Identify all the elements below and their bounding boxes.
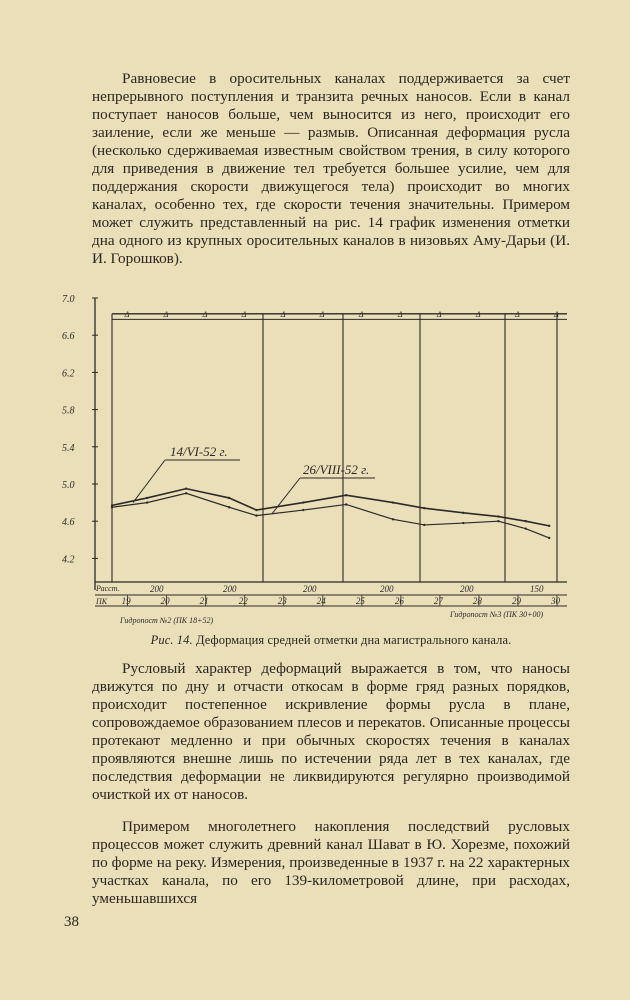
- top-series-marker: Δ: [554, 309, 559, 319]
- table-distance: 150: [530, 584, 544, 594]
- x-tick-label: 20: [160, 596, 170, 606]
- y-tick-label: 6.2: [62, 368, 75, 380]
- top-series-marker: Δ: [397, 309, 403, 319]
- series-26-viii-line-point: [462, 522, 464, 524]
- annotation-14-vi-leader: [133, 460, 165, 503]
- top-series-marker: Δ: [514, 309, 520, 319]
- page-number: 38: [64, 914, 79, 930]
- table-distance: 200: [460, 584, 474, 594]
- y-tick-label: 6.6: [62, 331, 75, 343]
- paragraph-1-text: Равновесие в оросительных каналах поддерживается за счет непрерывного поступления и транзита речных наносов. Если в канал поступает наносов больше, чем выносится из него, происходит его заиление, если же меньше — размыв. Описанная деформация русла (несколько сдерживаемая известным свойством трения, в силу которого для приведения в движение тел требуется большее усилие, чем для поддержания скорости движущегося тела) происходит во многих каналах, особенно тех, где скорости течения значительны. Примером может служить представленный на рис. 14 график изменения отметки дна одного из крупных оросительных каналов в низовьях Аму-Дарьи (И. И. Горошков).: [92, 70, 570, 267]
- paragraph-2: [92, 660, 570, 804]
- y-tick-label: 7.0: [62, 294, 75, 305]
- table-row-label-distance: Расст.: [96, 584, 120, 593]
- series-14-vi-line-point: [497, 515, 499, 517]
- figure-14-chart: [0, 290, 630, 630]
- series-26-viii-line-point: [111, 506, 113, 508]
- top-series-marker: Δ: [280, 309, 286, 319]
- y-tick-label: 5.4: [62, 442, 75, 454]
- x-tick-label: 22: [238, 596, 248, 606]
- table-distance: 200: [380, 584, 394, 594]
- table-row-label-pk: ПК: [96, 597, 108, 606]
- series-26-viii-line-point: [497, 520, 499, 522]
- top-series-marker: Δ: [202, 309, 208, 319]
- x-tick-label: 24: [316, 596, 326, 606]
- series-26-viii-line-point: [228, 506, 230, 508]
- annotation-26-viii-leader: [272, 478, 300, 514]
- y-tick-label: 4.2: [62, 554, 75, 566]
- annotation-14-vi: 14/VI-52 г.: [170, 444, 228, 459]
- table-distance: 200: [223, 584, 237, 594]
- top-series-marker: Δ: [475, 309, 481, 319]
- y-tick-label: 5.0: [62, 480, 75, 491]
- table-distance: 200: [150, 584, 164, 594]
- top-series-marker: Δ: [436, 309, 442, 319]
- paragraph-3-text: Примером многолетнего накопления последствий русловых процессов может служить древний канал Шават в Ю. Хорезме, похожий по форме на реку. Измерения, произведенные в 1937 г. на 22 характерных участках канала, по его 139-километровой длине, при расходах, уменьшавшихся: [92, 818, 570, 907]
- series-26-viii-line-point: [146, 501, 148, 503]
- x-tick-label: 19: [121, 596, 131, 606]
- series-14-vi-line-point: [146, 497, 148, 499]
- series-14-vi-line-point: [423, 507, 425, 509]
- gauge-label-3: Гидропост №3 (ПК 30+00): [450, 610, 544, 619]
- x-tick-label: 28: [472, 596, 482, 606]
- gauge-label-2: Гидропост №2 (ПК 18+52): [120, 616, 214, 625]
- series-26-viii-line-point: [423, 524, 425, 526]
- series-14-vi-line-point: [392, 501, 394, 503]
- series-26-viii-line-point: [345, 503, 347, 505]
- x-tick-label: 23: [277, 596, 287, 606]
- figure-caption-text: Деформация средней отметки дна магистрального канала.: [195, 633, 512, 647]
- y-tick-label: 5.8: [62, 405, 75, 417]
- x-tick-label: 27: [433, 596, 443, 606]
- series-26-viii-line-point: [392, 518, 394, 520]
- series-14-vi-line-point: [462, 512, 464, 514]
- series-26-viii-line-point: [548, 537, 550, 539]
- table-distance: 200: [303, 584, 317, 594]
- x-tick-label: 26: [394, 596, 404, 606]
- x-tick-label: 29: [511, 596, 521, 606]
- paragraph-3: [92, 818, 570, 908]
- series-26-viii-line-point: [255, 514, 257, 516]
- series-14-vi-line: [112, 489, 549, 526]
- series-14-vi-line-point: [345, 494, 347, 496]
- series-26-viii-line-point: [302, 509, 304, 511]
- figure-label: Рис. 14.: [150, 633, 193, 647]
- paragraph-1: [92, 70, 570, 268]
- series-14-vi-line-point: [525, 520, 527, 522]
- top-series-marker: Δ: [358, 309, 364, 319]
- x-tick-label: 21: [199, 596, 209, 606]
- series-14-vi-line-point: [228, 497, 230, 499]
- x-tick-label: 30: [551, 596, 560, 606]
- annotation-26-viii: 26/VIII-52 г.: [303, 462, 370, 477]
- series-26-viii-line-point: [525, 527, 527, 529]
- y-tick-label: 4.6: [62, 517, 75, 529]
- series-14-vi-line-point: [548, 525, 550, 527]
- top-series-marker: Δ: [241, 309, 247, 319]
- series-26-viii-line-point: [185, 492, 187, 494]
- series-14-vi-line-point: [302, 501, 304, 503]
- top-series-marker: Δ: [163, 309, 169, 319]
- top-series-marker: Δ: [319, 309, 325, 319]
- top-series-marker: Δ: [124, 309, 130, 319]
- series-14-vi-line-point: [255, 509, 257, 511]
- x-tick-label: 25: [355, 596, 365, 606]
- paragraph-2-text: Русловый характер деформаций выражается в том, что наносы движутся по дну и отчасти откосам в форме гряд разных порядков, происходит постепенное искривление формы русла в плане, сопровождаемое образованием плесов и перекатов. Описанные процессы протекают медленно и при обычных скоростях течения в каналах проявляются внешне лишь по истечении ряда лет в тех каналах, где последствия деформации не ликвидируются регулярно производимой очисткой их от наносов.: [92, 660, 570, 803]
- series-14-vi-line-point: [185, 487, 187, 489]
- figure-caption: [92, 633, 570, 648]
